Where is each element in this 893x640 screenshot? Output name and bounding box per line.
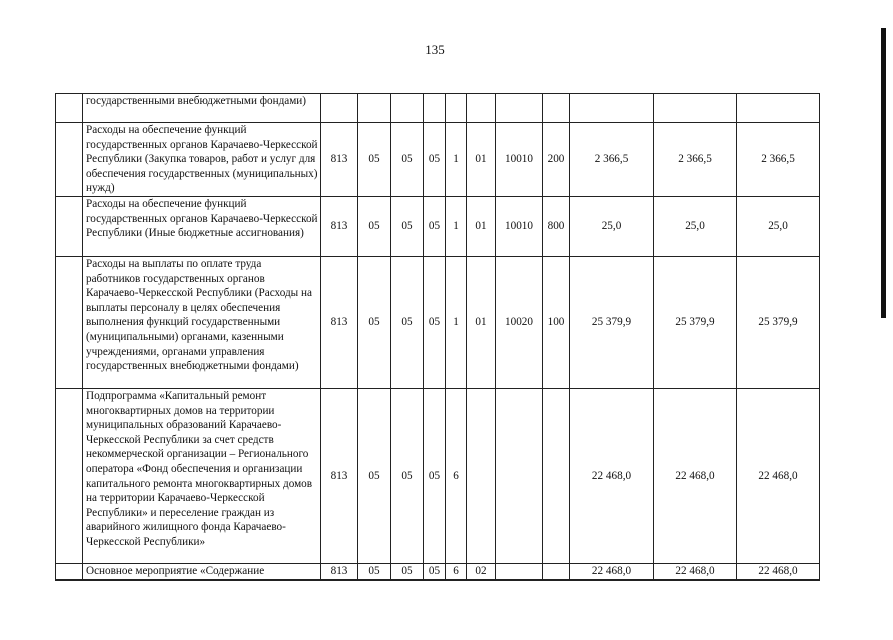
table-row <box>56 123 820 197</box>
cell-amount-2: 22 468,0 <box>654 388 737 563</box>
cell-subsection: 05 <box>391 123 424 197</box>
cell-event: 01 <box>467 256 496 388</box>
cell-expense-type <box>543 388 570 563</box>
cell-section: 05 <box>358 196 391 256</box>
cell-subprogram: 1 <box>446 256 467 388</box>
cell-expense-type: 200 <box>543 123 570 197</box>
cell-amount-3: 25,0 <box>737 196 820 256</box>
cell-subsection: 05 <box>391 256 424 388</box>
cell-amount-2: 22 468,0 <box>654 563 737 579</box>
cell-ministry: 813 <box>321 256 358 388</box>
budget-table <box>55 93 820 581</box>
cell-event: 01 <box>467 123 496 197</box>
table-row <box>56 256 820 388</box>
cell-expense-type: 800 <box>543 196 570 256</box>
table-cell-blank <box>56 256 83 388</box>
table-cell-blank <box>56 123 83 197</box>
cell-amount-1: 22 468,0 <box>570 563 654 579</box>
cell-section: 05 <box>358 123 391 197</box>
table-row <box>56 388 820 563</box>
cell-subprogram: 1 <box>446 123 467 197</box>
table-cell-blank <box>56 196 83 256</box>
cell-subsection <box>391 94 424 123</box>
row-description: Расходы на обеспечение функций государственных органов Карачаево-Черкесской Республики (Иные бюджетные ассигнования) <box>83 196 321 256</box>
cell-amount-2 <box>654 94 737 123</box>
cell-ministry: 813 <box>321 563 358 579</box>
cell-amount-1: 22 468,0 <box>570 388 654 563</box>
table-row <box>56 196 820 256</box>
cell-ministry: 813 <box>321 196 358 256</box>
cell-amount-3: 25 379,9 <box>737 256 820 388</box>
table-row <box>56 94 820 123</box>
cell-amount-3 <box>737 94 820 123</box>
table-row <box>56 563 820 579</box>
row-description: государственными внебюджетными фондами) <box>83 94 321 123</box>
cell-subprogram: 6 <box>446 388 467 563</box>
cell-subsection: 05 <box>391 388 424 563</box>
cell-amount-2: 25,0 <box>654 196 737 256</box>
cell-subsection: 05 <box>391 196 424 256</box>
cell-program: 05 <box>424 256 446 388</box>
cell-subprogram <box>446 94 467 123</box>
cell-ministry <box>321 94 358 123</box>
cell-subprogram: 6 <box>446 563 467 579</box>
cell-direction <box>496 563 543 579</box>
cell-program: 05 <box>424 123 446 197</box>
cell-section: 05 <box>358 563 391 579</box>
cell-direction <box>496 94 543 123</box>
cell-subprogram: 1 <box>446 196 467 256</box>
table-cell-blank <box>56 563 83 579</box>
row-description: Основное мероприятие «Содержание <box>83 563 321 579</box>
cell-section: 05 <box>358 256 391 388</box>
cell-section: 05 <box>358 388 391 563</box>
cell-amount-3: 2 366,5 <box>737 123 820 197</box>
row-description: Расходы на обеспечение функций государственных органов Карачаево-Черкесской Республики (Закупка товаров, работ и услуг для обеспечения государственных (муниципальных) нужд) <box>83 123 321 197</box>
table-cell-blank <box>56 388 83 563</box>
scan-edge-mark <box>881 28 886 318</box>
cell-amount-1: 25,0 <box>570 196 654 256</box>
page-number: 135 <box>425 42 445 57</box>
cell-event <box>467 388 496 563</box>
cell-amount-2: 2 366,5 <box>654 123 737 197</box>
table-cell-blank <box>56 94 83 123</box>
cell-expense-type: 100 <box>543 256 570 388</box>
cell-direction <box>496 388 543 563</box>
cell-amount-1 <box>570 94 654 123</box>
cell-section <box>358 94 391 123</box>
cell-program: 05 <box>424 388 446 563</box>
cell-event: 01 <box>467 196 496 256</box>
cell-amount-3: 22 468,0 <box>737 388 820 563</box>
cell-amount-1: 2 366,5 <box>570 123 654 197</box>
cell-amount-1: 25 379,9 <box>570 256 654 388</box>
cell-event: 02 <box>467 563 496 579</box>
cell-program: 05 <box>424 563 446 579</box>
row-description: Расходы на выплаты по оплате труда работников государственных органов Карачаево-Черкесской Республики (Расходы на выплаты персоналу в целях обеспечения выполнения функций государственными (муниципальными) органами, казенными учреждениями, органами управления государственных внебюджетными фондами) <box>83 256 321 388</box>
cell-expense-type <box>543 563 570 579</box>
cell-direction: 10010 <box>496 123 543 197</box>
cell-program <box>424 94 446 123</box>
cell-expense-type <box>543 94 570 123</box>
cell-amount-3: 22 468,0 <box>737 563 820 579</box>
cell-ministry: 813 <box>321 123 358 197</box>
cell-subsection: 05 <box>391 563 424 579</box>
cell-event <box>467 94 496 123</box>
cell-amount-2: 25 379,9 <box>654 256 737 388</box>
cell-direction: 10020 <box>496 256 543 388</box>
cell-program: 05 <box>424 196 446 256</box>
row-description: Подпрограмма «Капитальный ремонт многоквартирных домов на территории муниципальных образований Карачаево-Черкесской Республики за счет средств некоммерческой организации – Регионального оператора «Фонд обеспечения и организации капитального ремонта многоквартирных домов на территории Карачаево-Черкесской Республики» и переселение граждан из аварийного жилищного фонда Карачаево-Черкесской Республики» <box>83 388 321 563</box>
cell-ministry: 813 <box>321 388 358 563</box>
cell-direction: 10010 <box>496 196 543 256</box>
